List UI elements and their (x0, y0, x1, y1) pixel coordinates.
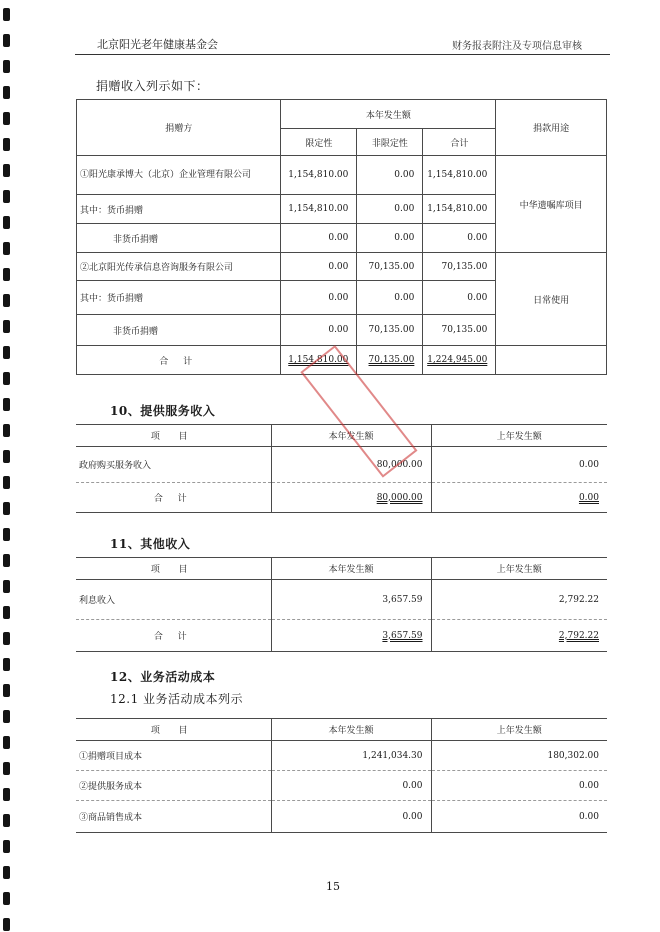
binding-hole (3, 398, 10, 411)
item-name: ③商品销售成本 (76, 801, 271, 833)
binding-hole (3, 164, 10, 177)
total-prior: 2,792.22 (558, 630, 599, 641)
binding-hole (3, 372, 10, 385)
col-header-current-year: 本年发生额 (271, 719, 431, 741)
binding-holes (0, 0, 16, 932)
prior-value: 0.00 (431, 447, 607, 483)
current-value: 3,657.59 (271, 580, 431, 620)
binding-hole (3, 8, 10, 21)
binding-hole (3, 528, 10, 541)
binding-hole (3, 138, 10, 151)
col-header-current-year: 本年发生额 (271, 558, 431, 580)
binding-hole (3, 502, 10, 515)
total-value: 0.00 (423, 224, 496, 253)
prior-value: 0.00 (431, 801, 607, 833)
donor-name: ①阳光康承博大（北京）企业管理有限公司 (77, 156, 281, 195)
binding-hole (3, 450, 10, 463)
donor-name: 非货币捐赠 (77, 224, 281, 253)
binding-hole (3, 788, 10, 801)
unrestricted-value: 0.00 (357, 156, 423, 195)
purpose-cell: 日常使用 (496, 253, 607, 346)
total-row (76, 620, 607, 652)
total-total: 1,224,945.00 (427, 355, 488, 365)
subsection-title-activity-cost-list: 12.1 业务活动成本列示 (110, 692, 244, 706)
col-header-current-year: 本年发生额 (271, 425, 431, 447)
col-header-item: 项 目 (76, 425, 271, 447)
binding-hole (3, 710, 10, 723)
section-title-activity-cost: 12、业务活动成本 (110, 670, 216, 684)
unrestricted-value: 70,135.00 (357, 315, 423, 346)
activity-cost-table (76, 718, 607, 833)
total-label: 合 计 (77, 346, 281, 375)
binding-hole (3, 190, 10, 203)
total-current: 3,657.59 (382, 630, 423, 641)
donation-intro: 捐赠收入列示如下： (96, 79, 209, 93)
donor-name: ②北京阳光传承信息咨询服务有限公司 (77, 253, 281, 281)
binding-hole (3, 580, 10, 593)
binding-hole (3, 658, 10, 671)
binding-hole (3, 892, 10, 905)
table-row (76, 580, 607, 620)
prior-value: 180,302.00 (431, 741, 607, 771)
col-header-item: 项 目 (76, 558, 271, 580)
prior-value: 2,792.22 (431, 580, 607, 620)
unrestricted-value: 0.00 (357, 195, 423, 224)
unrestricted-value: 0.00 (357, 281, 423, 315)
binding-hole (3, 242, 10, 255)
binding-hole (3, 606, 10, 619)
restricted-value: 0.00 (281, 253, 357, 281)
table-row (77, 253, 607, 281)
total-prior: 0.00 (578, 492, 599, 503)
total-unrestricted: 70,135.00 (368, 355, 415, 365)
donation-table (76, 99, 607, 375)
current-value: 0.00 (271, 801, 431, 833)
total-row (76, 483, 607, 513)
binding-hole (3, 112, 10, 125)
total-current: 80,000.00 (376, 492, 423, 503)
total-value: 1,154,810.00 (423, 156, 496, 195)
header-organization: 北京阳光老年健康基金会 (97, 38, 218, 51)
binding-hole (3, 866, 10, 879)
section-title-other-income: 11、其他收入 (110, 537, 191, 551)
purpose-cell: 中华遗嘱库项目 (496, 156, 607, 253)
table-row (76, 447, 607, 483)
total-value: 0.00 (423, 281, 496, 315)
col-header-total: 合计 (423, 129, 496, 156)
restricted-value: 0.00 (281, 281, 357, 315)
table-row (76, 741, 607, 771)
binding-hole (3, 86, 10, 99)
current-value: 80,000.00 (271, 447, 431, 483)
binding-hole (3, 320, 10, 333)
binding-hole (3, 762, 10, 775)
total-label: 合 计 (76, 483, 271, 513)
binding-hole (3, 684, 10, 697)
donor-name: 非货币捐赠 (77, 315, 281, 346)
total-value: 1,154,810.00 (423, 195, 496, 224)
unrestricted-value: 0.00 (357, 224, 423, 253)
col-header-purpose: 捐款用途 (496, 100, 607, 156)
col-header-restricted: 限定性 (281, 129, 357, 156)
binding-hole (3, 216, 10, 229)
item-name: ②提供服务成本 (76, 771, 271, 801)
header-rule (75, 54, 610, 55)
binding-hole (3, 918, 10, 931)
binding-hole (3, 814, 10, 827)
col-header-prior-year: 上年发生额 (431, 558, 607, 580)
table-row (76, 801, 607, 833)
table-row (77, 156, 607, 195)
current-value: 0.00 (271, 771, 431, 801)
binding-hole (3, 632, 10, 645)
col-header-item: 项 目 (76, 719, 271, 741)
binding-hole (3, 554, 10, 567)
restricted-value: 1,154,810.00 (281, 195, 357, 224)
service-income-table (76, 424, 607, 513)
col-header-unrestricted: 非限定性 (357, 129, 423, 156)
col-header-donor: 捐赠方 (77, 100, 281, 156)
col-header-current-year: 本年发生额 (281, 100, 496, 129)
other-income-table (76, 557, 607, 652)
table-row (76, 771, 607, 801)
unrestricted-value: 70,135.00 (357, 253, 423, 281)
binding-hole (3, 424, 10, 437)
donor-name: 其中：货币捐赠 (77, 281, 281, 315)
current-value: 1,241,034.30 (271, 741, 431, 771)
item-name: ①捐赠项目成本 (79, 752, 143, 762)
col-header-prior-year: 上年发生额 (431, 719, 607, 741)
item-name: 利息收入 (79, 596, 116, 606)
restricted-value: 0.00 (281, 224, 357, 253)
binding-hole (3, 34, 10, 47)
section-title-service-income: 10、提供服务收入 (110, 404, 216, 418)
binding-hole (3, 268, 10, 281)
restricted-value: 1,154,810.00 (281, 156, 357, 195)
header-document-title: 财务报表附注及专项信息审核 (452, 41, 582, 52)
total-value: 70,135.00 (423, 315, 496, 346)
total-value: 70,135.00 (423, 253, 496, 281)
col-header-prior-year: 上年发生额 (431, 425, 607, 447)
item-name: 政府购买服务收入 (79, 461, 152, 471)
page-number: 15 (326, 880, 340, 893)
binding-hole (3, 294, 10, 307)
binding-hole (3, 60, 10, 73)
binding-hole (3, 346, 10, 359)
binding-hole (3, 736, 10, 749)
binding-hole (3, 476, 10, 489)
total-restricted: 1,154,810.00 (288, 355, 349, 365)
restricted-value: 0.00 (281, 315, 357, 346)
total-label: 合 计 (76, 620, 271, 652)
binding-hole (3, 840, 10, 853)
prior-value: 0.00 (431, 771, 607, 801)
donor-name: 其中：货币捐赠 (77, 195, 281, 224)
